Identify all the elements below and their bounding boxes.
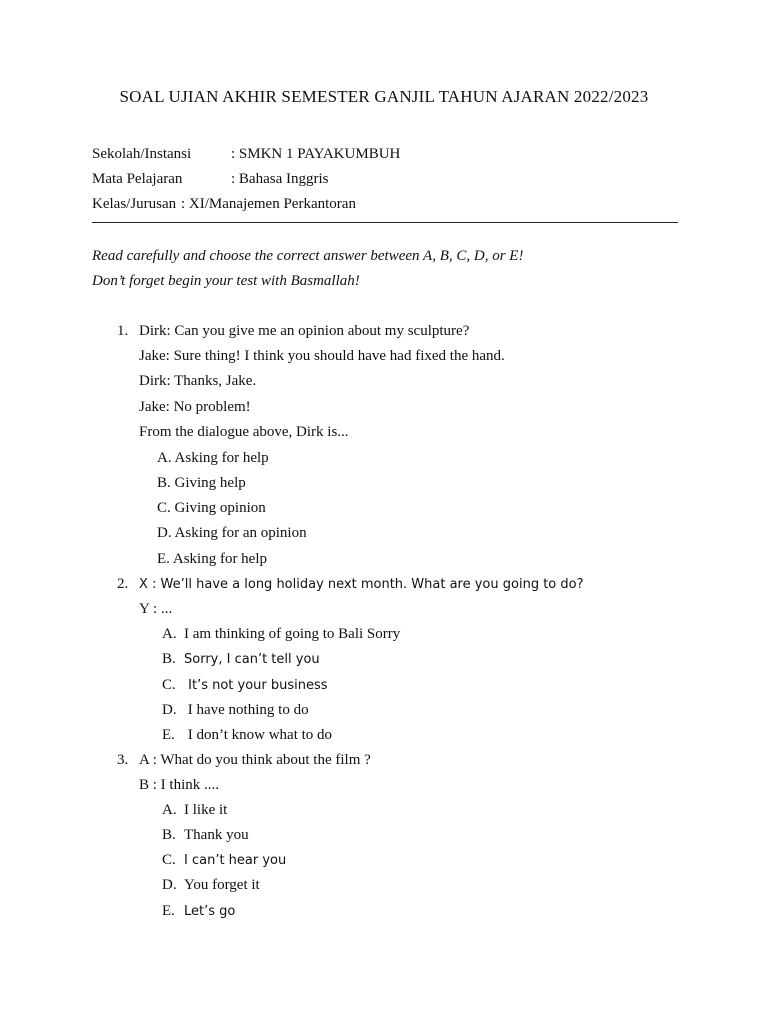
subject-value: : Bahasa Inggris [231,171,329,187]
question-2-option [162,677,328,694]
question-3-line: B : I think .... [139,777,220,793]
option-letter: E. [157,551,170,567]
option-letter: C. [157,500,171,516]
option-letter: E. [162,727,175,743]
question-1-option [157,450,269,467]
question-3-line: A : What do you think about the film ? [139,752,371,768]
question-2-option [162,727,332,744]
option-text: Giving opinion [174,500,266,516]
option-text: I like it [184,802,228,818]
instruction-line-2: Don’t forget begin your test with Basmallah! [92,273,360,289]
question-2-line: Y : ... [139,601,173,617]
instruction-line-1: Read carefully and choose the correct answer between A, B, C, D, or E! [92,248,524,264]
question-2-option [162,651,320,668]
question-1-line: Jake: No problem! [139,399,251,415]
question-3-option [162,852,286,869]
question-3-option [162,903,235,920]
option-letter: D. [157,525,172,541]
question-1-line: From the dialogue above, Dirk is... [139,424,349,440]
option-text: I have nothing to do [184,702,309,718]
school-value: : SMKN 1 PAYAKUMBUH [231,146,401,162]
option-text: Asking for an opinion [174,525,307,541]
option-letter: A. [162,802,177,818]
question-1-line: Jake: Sure thing! I think you should have had fixed the hand. [139,348,505,364]
option-text: Giving help [174,475,246,491]
question-3-option [162,827,249,844]
subject-label: Mata Pelajaran [92,171,183,187]
question-3-option [162,802,227,819]
question-1-option [157,525,307,542]
question-1-number: 1. [117,323,129,339]
option-letter: B. [162,827,176,843]
question-1-line: Dirk: Can you give me an opinion about my sculpture? [139,323,470,339]
option-text: I can’t hear you [184,853,287,868]
option-letter: B. [157,475,171,491]
option-text: It’s not your business [184,678,328,693]
question-2-option [162,702,309,719]
question-1-option [157,500,266,517]
option-letter: C. [162,677,176,693]
option-letter: B. [162,651,176,667]
question-2-option [162,626,400,643]
question-1-line: Dirk: Thanks, Jake. [139,373,257,389]
question-2-line-text: X : We’ll have a long holiday next month. What are you going to do? [139,577,584,592]
question-1-option [157,475,246,492]
option-text: I don’t know what to do [184,727,333,743]
class-label: Kelas/Jurusan [92,196,177,212]
question-3-number: 3. [117,752,129,768]
question-2-number: 2. [117,576,129,592]
option-text: Asking for help [174,450,269,466]
option-letter: E. [162,903,175,919]
page-title: SOAL UJIAN AKHIR SEMESTER GANJIL TAHUN AJARAN 2022/2023 [119,87,649,106]
option-text: Sorry, I can’t tell you [184,652,320,667]
option-text: Let’s go [184,904,236,919]
school-label: Sekolah/Instansi [92,146,192,162]
option-text: Thank you [184,827,249,843]
option-text: You forget it [184,877,260,893]
option-letter: D. [162,702,177,718]
option-letter: C. [162,852,176,868]
option-letter: D. [162,877,177,893]
class-value: : XI/Manajemen Perkantoran [181,196,356,212]
option-text: I am thinking of going to Bali Sorry [184,626,401,642]
question-1-option [157,551,267,568]
header-divider [92,222,678,223]
option-letter: A. [157,450,172,466]
question-2-line [139,576,584,593]
option-text: Asking for help [172,551,268,567]
option-letter: A. [162,626,177,642]
question-3-option [162,877,260,894]
